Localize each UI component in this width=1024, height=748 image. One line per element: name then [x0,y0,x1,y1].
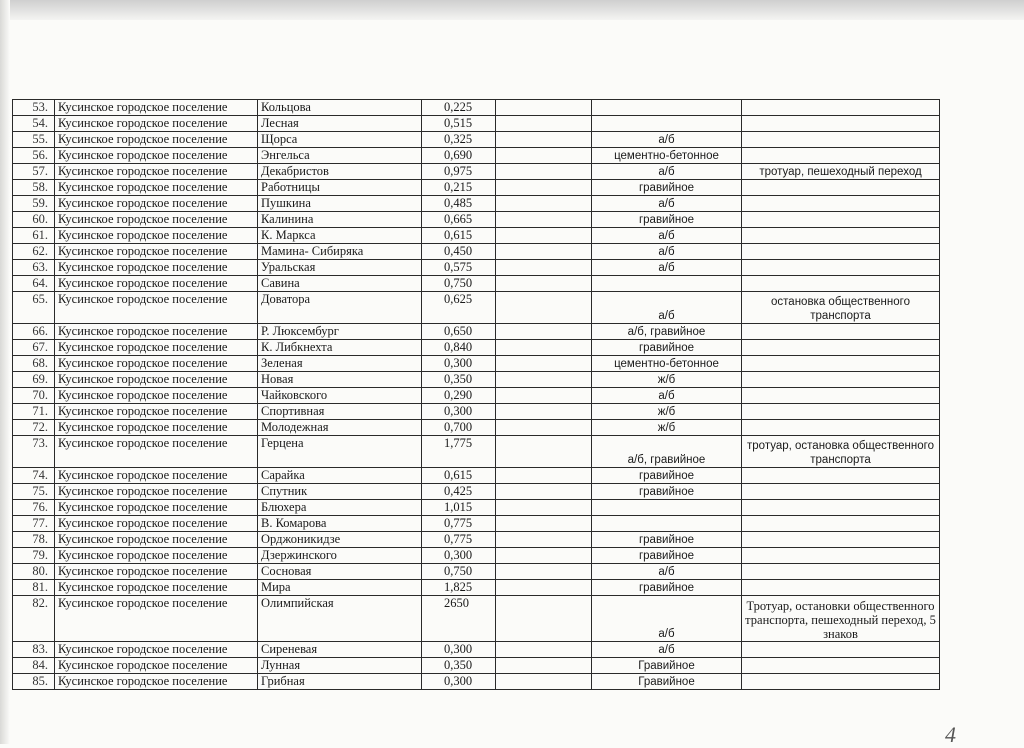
coverage-cell: гравийное [592,180,742,196]
note-cell: тротуар, пешеходный переход [742,164,940,180]
coverage-cell [592,276,742,292]
row-number: 79. [13,548,55,564]
note-cell [742,148,940,164]
coverage-cell: а/б [592,642,742,658]
empty-cell [496,516,592,532]
row-number: 74. [13,468,55,484]
row-number: 83. [13,642,55,658]
coverage-cell: гравийное [592,468,742,484]
table-row [13,404,940,420]
table-row [13,116,940,132]
coverage-cell: гравийное [592,212,742,228]
length-cell: 0,700 [422,420,496,436]
table-row [13,580,940,596]
note-cell [742,180,940,196]
row-number: 66. [13,324,55,340]
empty-cell [496,148,592,164]
street-cell: Орджоникидзе [258,532,422,548]
coverage-cell: ж/б [592,372,742,388]
scan-top-shadow [0,0,1024,20]
empty-cell [496,484,592,500]
street-cell: Работницы [258,180,422,196]
table-row [13,532,940,548]
empty-cell [496,674,592,690]
empty-cell [496,260,592,276]
street-cell: В. Комарова [258,516,422,532]
note-cell [742,356,940,372]
table-row [13,212,940,228]
empty-cell [496,244,592,260]
empty-cell [496,548,592,564]
note-cell: тротуар, остановка общественного транспорта [742,436,940,468]
street-cell: Блюхера [258,500,422,516]
coverage-cell: а/б [592,388,742,404]
length-cell: 0,625 [422,292,496,324]
empty-cell [496,532,592,548]
settlement-cell: Кусинское городское поселение [55,292,258,324]
settlement-cell: Кусинское городское поселение [55,404,258,420]
street-cell: Энгельса [258,148,422,164]
row-number: 54. [13,116,55,132]
street-cell: Мамина- Сибиряка [258,244,422,260]
street-cell: Доватора [258,292,422,324]
settlement-cell: Кусинское городское поселение [55,516,258,532]
coverage-cell: ж/б [592,420,742,436]
street-cell: К. Маркса [258,228,422,244]
table-row [13,148,940,164]
table-row [13,100,940,116]
settlement-cell: Кусинское городское поселение [55,196,258,212]
row-number: 61. [13,228,55,244]
length-cell: 0,575 [422,260,496,276]
coverage-cell: цементно-бетонное [592,356,742,372]
street-cell: Уральская [258,260,422,276]
empty-cell [496,180,592,196]
empty-cell [496,500,592,516]
coverage-cell: а/б [592,260,742,276]
length-cell: 0,650 [422,324,496,340]
note-cell [742,674,940,690]
note-cell [742,642,940,658]
table-row [13,420,940,436]
row-number: 82. [13,596,55,642]
length-cell: 1,015 [422,500,496,516]
empty-cell [496,388,592,404]
settlement-cell: Кусинское городское поселение [55,420,258,436]
table-row [13,244,940,260]
coverage-cell: гравийное [592,532,742,548]
coverage-cell: а/б [592,228,742,244]
length-cell: 0,690 [422,148,496,164]
settlement-cell: Кусинское городское поселение [55,148,258,164]
street-cell: Спортивная [258,404,422,420]
street-cell: Зеленая [258,356,422,372]
settlement-cell: Кусинское городское поселение [55,564,258,580]
street-cell: Дзержинского [258,548,422,564]
coverage-cell: цементно-бетонное [592,148,742,164]
table-row [13,596,940,642]
settlement-cell: Кусинское городское поселение [55,372,258,388]
row-number: 65. [13,292,55,324]
length-cell: 0,225 [422,100,496,116]
note-cell [742,548,940,564]
note-cell [742,468,940,484]
coverage-cell [592,116,742,132]
row-number: 81. [13,580,55,596]
table-row [13,132,940,148]
note-cell [742,212,940,228]
row-number: 62. [13,244,55,260]
row-number: 69. [13,372,55,388]
table-row [13,484,940,500]
empty-cell [496,324,592,340]
street-cell: Кольцова [258,100,422,116]
table-row [13,516,940,532]
length-cell: 0,975 [422,164,496,180]
empty-cell [496,404,592,420]
settlement-cell: Кусинское городское поселение [55,324,258,340]
length-cell: 0,615 [422,228,496,244]
length-cell: 0,450 [422,244,496,260]
empty-cell [496,228,592,244]
coverage-cell: гравийное [592,580,742,596]
coverage-cell: а/б [592,292,742,324]
row-number: 85. [13,674,55,690]
street-cell: Новая [258,372,422,388]
table-row [13,674,940,690]
street-cell: Р. Люксембург [258,324,422,340]
row-number: 58. [13,180,55,196]
table-row [13,164,940,180]
row-number: 73. [13,436,55,468]
settlement-cell: Кусинское городское поселение [55,674,258,690]
table-row [13,180,940,196]
settlement-cell: Кусинское городское поселение [55,500,258,516]
empty-cell [496,196,592,212]
note-cell [742,532,940,548]
empty-cell [496,340,592,356]
row-number: 53. [13,100,55,116]
settlement-cell: Кусинское городское поселение [55,388,258,404]
length-cell: 0,300 [422,642,496,658]
note-cell [742,260,940,276]
settlement-cell: Кусинское городское поселение [55,356,258,372]
note-cell [742,404,940,420]
row-number: 77. [13,516,55,532]
length-cell: 0,300 [422,404,496,420]
coverage-cell: а/б [592,596,742,642]
length-cell: 2650 [422,596,496,642]
coverage-cell: гравийное [592,340,742,356]
length-cell: 0,515 [422,116,496,132]
length-cell: 0,750 [422,276,496,292]
row-number: 60. [13,212,55,228]
note-cell [742,196,940,212]
street-cell: Спутник [258,484,422,500]
empty-cell [496,564,592,580]
table-row [13,324,940,340]
row-number: 68. [13,356,55,372]
note-cell [742,658,940,674]
length-cell: 0,485 [422,196,496,212]
row-number: 57. [13,164,55,180]
coverage-cell: а/б, гравийное [592,436,742,468]
empty-cell [496,372,592,388]
table-row [13,548,940,564]
note-cell [742,100,940,116]
length-cell: 0,290 [422,388,496,404]
street-cell: Савина [258,276,422,292]
scan-left-edge [0,0,10,744]
street-cell: Сиреневая [258,642,422,658]
settlement-cell: Кусинское городское поселение [55,260,258,276]
coverage-cell: а/б [592,244,742,260]
note-cell [742,564,940,580]
settlement-cell: Кусинское городское поселение [55,340,258,356]
coverage-cell: ж/б [592,404,742,420]
settlement-cell: Кусинское городское поселение [55,548,258,564]
row-number: 84. [13,658,55,674]
table-row [13,642,940,658]
note-cell [742,244,940,260]
note-cell [742,580,940,596]
empty-cell [496,212,592,228]
coverage-cell: Гравийное [592,658,742,674]
table-row [13,196,940,212]
length-cell: 0,750 [422,564,496,580]
street-cell: Пушкина [258,196,422,212]
empty-cell [496,116,592,132]
street-cell: Молодежная [258,420,422,436]
note-cell: остановка общественного транспорта [742,292,940,324]
row-number: 59. [13,196,55,212]
row-number: 75. [13,484,55,500]
table-row [13,658,940,674]
table-row [13,372,940,388]
row-number: 71. [13,404,55,420]
row-number: 64. [13,276,55,292]
empty-cell [496,132,592,148]
coverage-cell [592,100,742,116]
row-number: 63. [13,260,55,276]
street-cell: Лунная [258,658,422,674]
coverage-cell: гравийное [592,484,742,500]
note-cell [742,500,940,516]
street-cell: К. Либкнехта [258,340,422,356]
coverage-cell: гравийное [592,548,742,564]
empty-cell [496,164,592,180]
settlement-cell: Кусинское городское поселение [55,580,258,596]
row-number: 78. [13,532,55,548]
empty-cell [496,642,592,658]
table-row [13,356,940,372]
settlement-cell: Кусинское городское поселение [55,642,258,658]
coverage-cell: а/б [592,164,742,180]
settlement-cell: Кусинское городское поселение [55,228,258,244]
coverage-cell: Гравийное [592,674,742,690]
note-cell [742,132,940,148]
note-cell [742,484,940,500]
street-cell: Герцена [258,436,422,468]
length-cell: 1,775 [422,436,496,468]
length-cell: 0,300 [422,548,496,564]
row-number: 76. [13,500,55,516]
empty-cell [496,292,592,324]
note-cell [742,388,940,404]
settlement-cell: Кусинское городское поселение [55,212,258,228]
row-number: 67. [13,340,55,356]
table-row [13,436,940,468]
settlement-cell: Кусинское городское поселение [55,468,258,484]
empty-cell [496,356,592,372]
table-row [13,228,940,244]
table-row [13,388,940,404]
length-cell: 0,775 [422,532,496,548]
length-cell: 1,825 [422,580,496,596]
settlement-cell: Кусинское городское поселение [55,100,258,116]
street-cell: Щорса [258,132,422,148]
table-row [13,292,940,324]
table-row [13,340,940,356]
row-number: 80. [13,564,55,580]
roads-table [12,99,940,690]
settlement-cell: Кусинское городское поселение [55,164,258,180]
length-cell: 0,840 [422,340,496,356]
settlement-cell: Кусинское городское поселение [55,658,258,674]
coverage-cell [592,500,742,516]
table-row [13,276,940,292]
street-cell: Сарайка [258,468,422,484]
row-number: 72. [13,420,55,436]
length-cell: 0,300 [422,356,496,372]
note-cell [742,116,940,132]
empty-cell [496,596,592,642]
coverage-cell: а/б [592,196,742,212]
length-cell: 0,325 [422,132,496,148]
coverage-cell: а/б, гравийное [592,324,742,340]
street-cell: Декабристов [258,164,422,180]
street-cell: Лесная [258,116,422,132]
street-cell: Сосновая [258,564,422,580]
empty-cell [496,436,592,468]
empty-cell [496,580,592,596]
empty-cell [496,420,592,436]
table-row [13,564,940,580]
length-cell: 0,350 [422,372,496,388]
settlement-cell: Кусинское городское поселение [55,484,258,500]
table-row [13,500,940,516]
street-cell: Мира [258,580,422,596]
note-cell: Тротуар, остановки общественного транспорта, пешеходный переход, 5 знаков [742,596,940,642]
length-cell: 0,300 [422,674,496,690]
length-cell: 0,350 [422,658,496,674]
note-cell [742,420,940,436]
length-cell: 0,665 [422,212,496,228]
empty-cell [496,658,592,674]
settlement-cell: Кусинское городское поселение [55,532,258,548]
table-row [13,468,940,484]
table-row [13,260,940,276]
note-cell [742,372,940,388]
street-cell: Олимпийская [258,596,422,642]
page-mark: 4 [945,722,956,747]
length-cell: 0,775 [422,516,496,532]
note-cell [742,340,940,356]
settlement-cell: Кусинское городское поселение [55,436,258,468]
note-cell [742,324,940,340]
length-cell: 0,425 [422,484,496,500]
settlement-cell: Кусинское городское поселение [55,244,258,260]
empty-cell [496,276,592,292]
coverage-cell: а/б [592,564,742,580]
street-cell: Калинина [258,212,422,228]
settlement-cell: Кусинское городское поселение [55,180,258,196]
row-number: 56. [13,148,55,164]
row-number: 70. [13,388,55,404]
settlement-cell: Кусинское городское поселение [55,132,258,148]
settlement-cell: Кусинское городское поселение [55,116,258,132]
length-cell: 0,215 [422,180,496,196]
street-cell: Грибная [258,674,422,690]
settlement-cell: Кусинское городское поселение [55,276,258,292]
row-number: 55. [13,132,55,148]
coverage-cell [592,516,742,532]
street-cell: Чайковского [258,388,422,404]
settlement-cell: Кусинское городское поселение [55,596,258,642]
note-cell [742,228,940,244]
length-cell: 0,615 [422,468,496,484]
note-cell [742,516,940,532]
coverage-cell: а/б [592,132,742,148]
empty-cell [496,100,592,116]
empty-cell [496,468,592,484]
note-cell [742,276,940,292]
